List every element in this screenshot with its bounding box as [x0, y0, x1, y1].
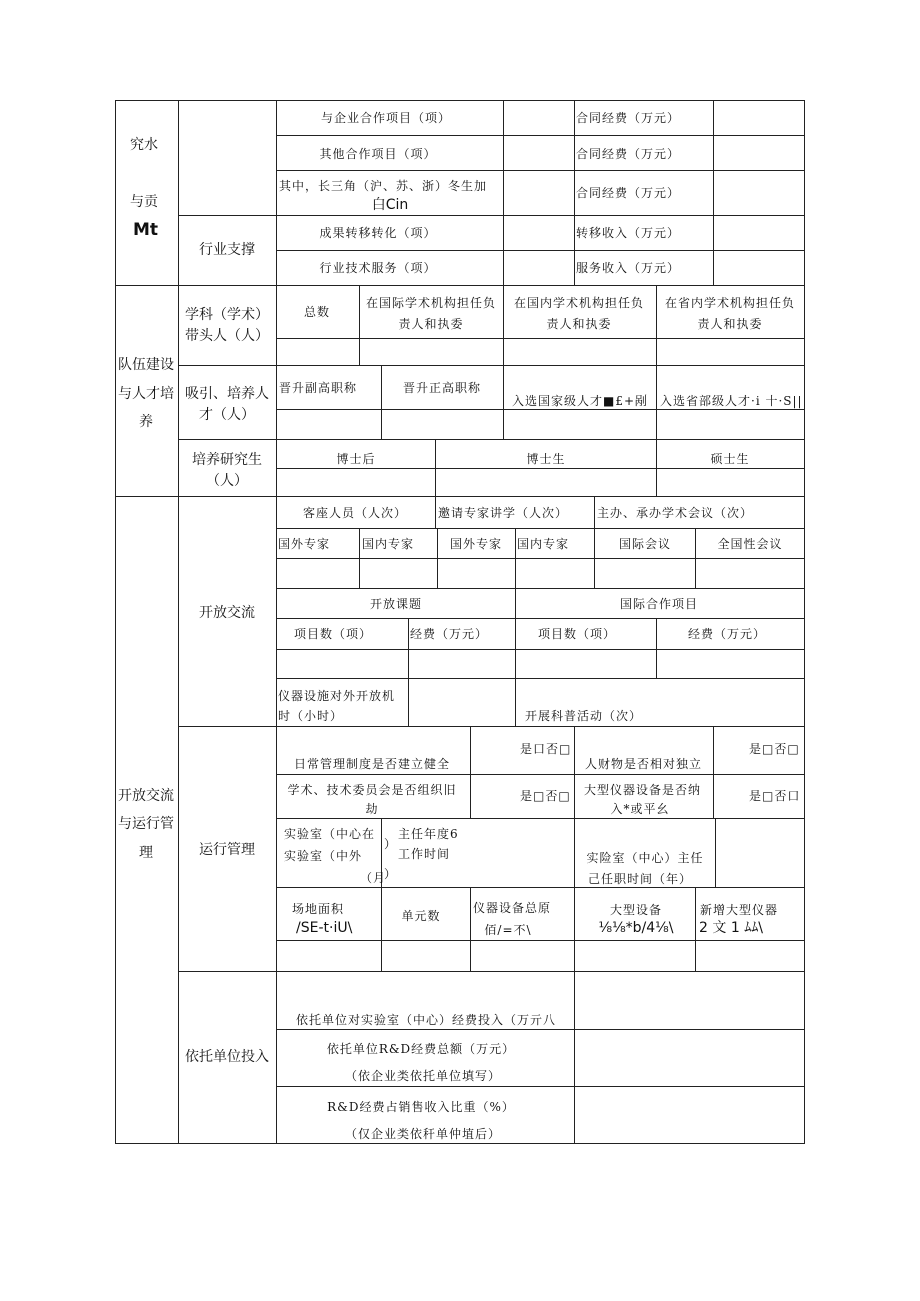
row-service-income: 服务收入（万元）: [576, 261, 681, 275]
col-line: [713, 726, 714, 818]
row-line: [276, 1086, 804, 1087]
col-line: [408, 618, 409, 726]
row-yangtze-line2: 白Cin: [371, 197, 409, 213]
leaders-label-line1: 学科（学术）: [185, 307, 269, 323]
mgmt-large-instr-line1: 大型仪器设备是否纳: [584, 783, 702, 797]
row-transfer-income: 转移收入（万元）: [576, 226, 681, 240]
col-line: [435, 496, 436, 528]
col-line: [381, 365, 382, 439]
management-label: 运行管理: [199, 842, 255, 858]
col-divider-1: [178, 100, 179, 1144]
mgmt-director-line1: 实验室（中心在: [284, 827, 376, 841]
team-label-line3: 养: [139, 414, 153, 430]
col-line: [503, 285, 504, 439]
exchange-open-topics: 开放课题: [369, 597, 423, 611]
col-line: [695, 528, 696, 588]
row-tech-service: 行业技术服务（项）: [319, 261, 437, 275]
section-divider-operation: [115, 496, 805, 497]
mgmt-committee-line2: 劫: [365, 802, 379, 816]
industry-support-label: 行业支撑: [199, 242, 255, 258]
support-rd-total-line1: 依托单位R&D经费总额（万元）: [326, 1042, 516, 1056]
col-line: [574, 726, 575, 887]
row-line: [276, 588, 804, 589]
table-border-right: [804, 100, 805, 1144]
col-line: [359, 285, 360, 365]
row-line: [276, 528, 804, 529]
operation-label-line3: 理: [139, 845, 153, 861]
row-line: [178, 439, 804, 440]
col-line: [470, 726, 471, 818]
exchange-lectures: 邀请专家讲学（人次）: [438, 506, 569, 520]
graduates-col-master: 硕士生: [710, 452, 750, 466]
exchange-intl-conf: 国际会议: [618, 537, 672, 551]
mgmt-total-value-line2: 佰/=不\: [484, 923, 532, 937]
operation-label-line2: 与运行管: [118, 816, 174, 832]
row-line: [276, 468, 804, 469]
row-line: [276, 818, 804, 819]
leaders-col-intl-2: 责人和执委: [398, 317, 464, 331]
leaders-col-intl-1: 在国际学术机构担任负: [365, 296, 497, 310]
mgmt-rules: 日常管理制度是否建立健全: [293, 757, 451, 771]
leaders-col-domestic-1: 在国内学术机构担任负: [513, 296, 645, 310]
mgmt-large-equip-line1: 大型设备: [609, 903, 663, 917]
col-line: [695, 887, 696, 971]
col-line: [713, 100, 714, 285]
exchange-instrument-line2: 时（小时）: [278, 709, 344, 723]
row-other-funds: 合同经费（万元）: [576, 147, 681, 161]
mgmt-large-instr-yes-no[interactable]: 是□否口: [749, 789, 801, 803]
team-label-line1: 队伍建设: [118, 357, 174, 373]
col-line: [381, 887, 382, 971]
col-line: [574, 887, 575, 971]
mgmt-rules-yes-no[interactable]: 是口否□: [520, 742, 572, 756]
row-line: [178, 726, 804, 727]
col-divider-2: [276, 100, 277, 1144]
row-line: [276, 250, 804, 251]
row-tech-transfer: 成果转移转化（项）: [319, 226, 437, 240]
leaders-col-domestic-2: 责人和执委: [546, 317, 612, 331]
row-line: [276, 618, 804, 619]
row-line: [178, 365, 804, 366]
row-line: [276, 409, 804, 410]
exchange-intl-projects: 国际合作项目: [619, 597, 699, 611]
leaders-col-total: 总数: [303, 305, 331, 319]
row-line: [276, 887, 804, 888]
talents-col-full: 晋升正高职称: [402, 381, 482, 395]
support-funding: 依托单位对实验室（中心）经费投入（万亓八: [295, 1013, 557, 1027]
row-other-projects: 其他合作项目（项）: [319, 147, 437, 161]
team-label-line2: 与人才培: [118, 386, 174, 402]
row-line: [276, 558, 804, 559]
col-line: [715, 818, 716, 887]
mgmt-area-line1: 场地面积: [292, 902, 345, 916]
support-rd-ratio-line2: （仅企业类依秆单仲埴后）: [344, 1127, 502, 1141]
mgmt-units: 单元数: [401, 909, 441, 923]
col-line: [470, 887, 471, 971]
row-line: [178, 971, 804, 972]
exchange-proj-count-2: 项目数（项）: [537, 627, 617, 641]
exchange-instrument-line1: 仪器设施对外开放机: [278, 689, 396, 703]
exchange-proj-count-1: 项目数（项）: [293, 627, 373, 641]
row-line: [276, 1029, 804, 1030]
exchange-visitors: 客座人员（人次）: [302, 506, 408, 520]
graduates-col-phd: 博士生: [526, 452, 566, 466]
row-yangtze-funds: 合同经费（万元）: [576, 186, 681, 200]
col-line: [437, 528, 438, 588]
graduates-col-postdoc: 博士后: [336, 452, 376, 466]
support-rd-total-line2: （依企业类依托单位填写）: [344, 1069, 502, 1083]
support-label: 依托单位投入: [185, 1049, 269, 1065]
graduates-label-line2: （人）: [206, 473, 248, 489]
row-line: [276, 940, 804, 941]
talents-label-line1: 吸引、培养人: [185, 386, 269, 402]
col-line: [359, 528, 360, 588]
col-line: [435, 439, 436, 496]
mgmt-director-worktime-2: 工作时间: [398, 847, 451, 861]
row-line: [276, 649, 804, 650]
table-border-left: [115, 100, 116, 1144]
col-line: [515, 528, 516, 726]
leaders-col-province-2: 责人和执委: [697, 317, 763, 331]
exchange-national-conf: 全国性会议: [717, 537, 783, 551]
row-line: [276, 170, 804, 171]
mgmt-finance: 人财物是否相对独立: [585, 757, 703, 771]
row-yangtze-line1: 其中，长三角（沪、苏、浙）冬生加: [279, 179, 488, 193]
talents-label-line2: 才（人）: [199, 407, 255, 423]
mgmt-tenure-line1: 实险室（中心）主任: [586, 851, 704, 865]
research-label-line2: 与贡: [130, 194, 158, 210]
mgmt-director-paren2: ）: [384, 867, 398, 881]
exchange-domestic-2: 国内专家: [517, 537, 570, 551]
table-border-top: [115, 100, 805, 101]
col-line: [503, 100, 504, 285]
talents-col-associate: 晋升副高职称: [279, 381, 358, 395]
exchange-foreign-2: 国外专家: [449, 537, 503, 551]
mgmt-committee-yes-no[interactable]: 是□否□: [520, 789, 571, 803]
mgmt-large-instr-line2: 入*或平幺: [610, 802, 670, 816]
talents-col-provincial: 入选省部级人才·i 十·S||: [660, 394, 803, 408]
talents-col-national: 入选国家级人才■£+剐: [512, 394, 649, 408]
col-line: [574, 100, 575, 285]
row-enterprise-funds: 合同经费（万元）: [576, 111, 681, 125]
mgmt-new-large-line1: 新增大型仪器: [699, 903, 779, 917]
mgmt-new-large-line2: 2 文 1 ﾑﾑ\: [699, 920, 763, 936]
mgmt-area-line2: /SE-t·iU\: [296, 920, 353, 936]
mgmt-director-line2: 实验室（中外: [284, 849, 363, 863]
exchange-science-pop: 开展科普活动（次）: [525, 709, 643, 723]
support-rd-ratio-line1: R&D经费占销售收入比重（%）: [327, 1100, 515, 1114]
section-divider-team: [115, 285, 805, 286]
mgmt-finance-yes-no[interactable]: 是□否□: [749, 742, 800, 756]
col-line: [574, 971, 575, 1144]
mgmt-director-worktime-1: 主任年度6: [398, 827, 459, 841]
mgmt-tenure-line2: 己任职时间（年）: [587, 872, 693, 886]
mgmt-director-line3: （月: [360, 871, 387, 885]
mgmt-large-equip-line2: ⅛⅛*b/4⅛\: [598, 920, 674, 936]
row-line: [276, 338, 804, 339]
mgmt-director-paren1: ）: [384, 837, 398, 851]
exchange-funds-1: 经费（万元）: [410, 627, 489, 641]
row-line: [276, 774, 804, 775]
exchange-label: 开放交流: [199, 605, 255, 621]
leaders-col-province-1: 在省内学术机构担任负: [664, 296, 796, 310]
row-line: [178, 215, 804, 216]
row-line: [276, 678, 804, 679]
graduates-label-line1: 培养研究生: [192, 452, 262, 468]
leaders-label-line2: 带头人（人）: [185, 328, 269, 344]
exchange-domestic-1: 国内专家: [362, 537, 415, 551]
row-line: [276, 135, 804, 136]
operation-label-line1: 开放交流: [118, 788, 174, 804]
col-line: [656, 285, 657, 496]
col-line: [594, 496, 595, 588]
exchange-funds-2: 经费（万元）: [687, 627, 767, 641]
table-border-bottom: [115, 1143, 805, 1144]
research-label-line3: Mt: [133, 220, 159, 240]
col-line: [656, 618, 657, 678]
exchange-conferences: 主办、承办学术会议（次）: [597, 506, 754, 520]
exchange-foreign-1: 国外专家: [278, 537, 331, 551]
row-enterprise-projects: 与企业合作项目（项）: [320, 111, 452, 125]
mgmt-total-value-line1: 仪器设备总原: [472, 901, 552, 915]
research-label-line1: 究水: [130, 137, 158, 153]
mgmt-committee-line1: 学术、技术委员会是否组织旧: [287, 783, 457, 797]
